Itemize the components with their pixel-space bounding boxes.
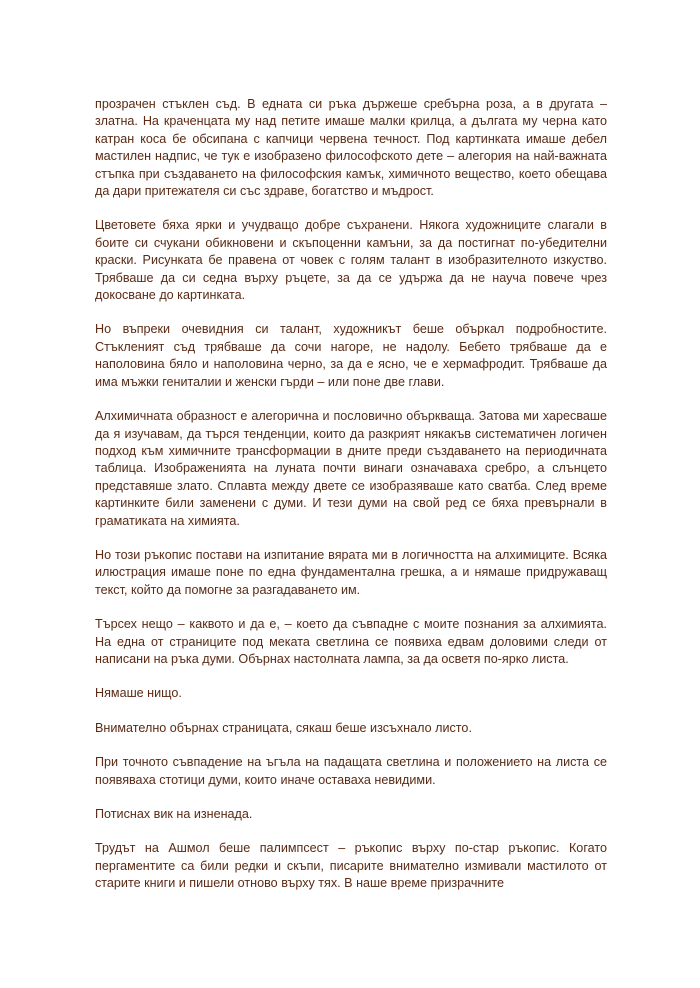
paragraph-6: Търсех нещо – каквото и да е, – което да съвпадне с моите познания за алхимията. На една от страниците под меката светлина се появиха едвам доловими следи от написани на ръка думи. Обърнах настолната лампа, за да осветя по-ярко листа. bbox=[95, 617, 607, 666]
paragraph-2: Цветовете бяха ярки и учудващо добре съхранени. Някога художниците слагали в боите си счукани обикновени и скъпоценни камъни, за да постигнат по-убедителни краски. Рисунката бе правена от човек с голям талант в изобразителното изкуство. Трябваше да си седна върху ръцете, за да се удържа да не науча повече чрез докосване до картинката. bbox=[95, 218, 607, 303]
paragraph-3: Но въпреки очевидния си талант, художникът беше объркал подробностите. Стъкленият съд трябваше да сочи нагоре, не надолу. Бебето трябваше да е наполовина бяло и наполовина черно, за да е ясно, че е хермафродит. Трябваше да има мъжки гениталии и женски гърди – или поне две глави. bbox=[95, 322, 607, 389]
paragraph-4: Алхимичната образност е алегорична и пословично объркваща. Затова ми харесваше да я изучавам, да търся тенденции, които да разкрият някакъв систематичен логичен подход към химичните трансформации в дните преди създаването на периодичната таблица. Изображенията на луната почти винаги означаваха сребро, а слънцето представяше злато. Сплавта между двете се изобразяваше като сватба. След време картинките били заменени с думи. И тези думи на свой ред се бяха превърнали в граматиката на химията. bbox=[95, 409, 607, 528]
paragraph-8: Внимателно обърнах страницата, сякаш беше изсъхнало листо. bbox=[95, 720, 472, 735]
paragraph-7: Нямаше нищо. bbox=[95, 686, 182, 701]
paragraph-10: Потиснах вик на изненада. bbox=[95, 807, 253, 821]
paragraph-9: При точното съвпадение на ъгъла на падащата светлина и положението на листа се появяваха стотици думи, които иначе оставаха невидими. bbox=[95, 755, 607, 787]
paragraph-11: Трудът на Ашмол беше палимпсест – ръкопис върху по-стар ръкопис. Когато пергаментите са били редки и скъпи, писарите внимателно измивали мастилото от старите книги и пишели отново върху тях. В наше време призрачните bbox=[95, 841, 607, 891]
paragraph-1: прозрачен стъклен съд. В едната си ръка държеше сребърна роза, а в другата – златна. На краченцата му над петите имаше малки крилца, а дългата му черна като катран коса бе обсипана с капчици червена течност. Под картинката имаше дебел мастилен надпис, че тук е изобразено философското дете – алегория на най-важната стъпка при създаването на философския камък, химичното вещество, което обещава да дари притежателя си със здраве, богатство и мъдрост. bbox=[95, 97, 607, 199]
paragraph-5: Но този ръкопис постави на изпитание вярата ми в логичността на алхимиците. Всяка илюстрация имаше поне по една фундаментална грешка, а и нямаше придружаващ текст, който да помогне за разгадаването им. bbox=[95, 547, 607, 597]
page-body bbox=[95, 96, 607, 910]
